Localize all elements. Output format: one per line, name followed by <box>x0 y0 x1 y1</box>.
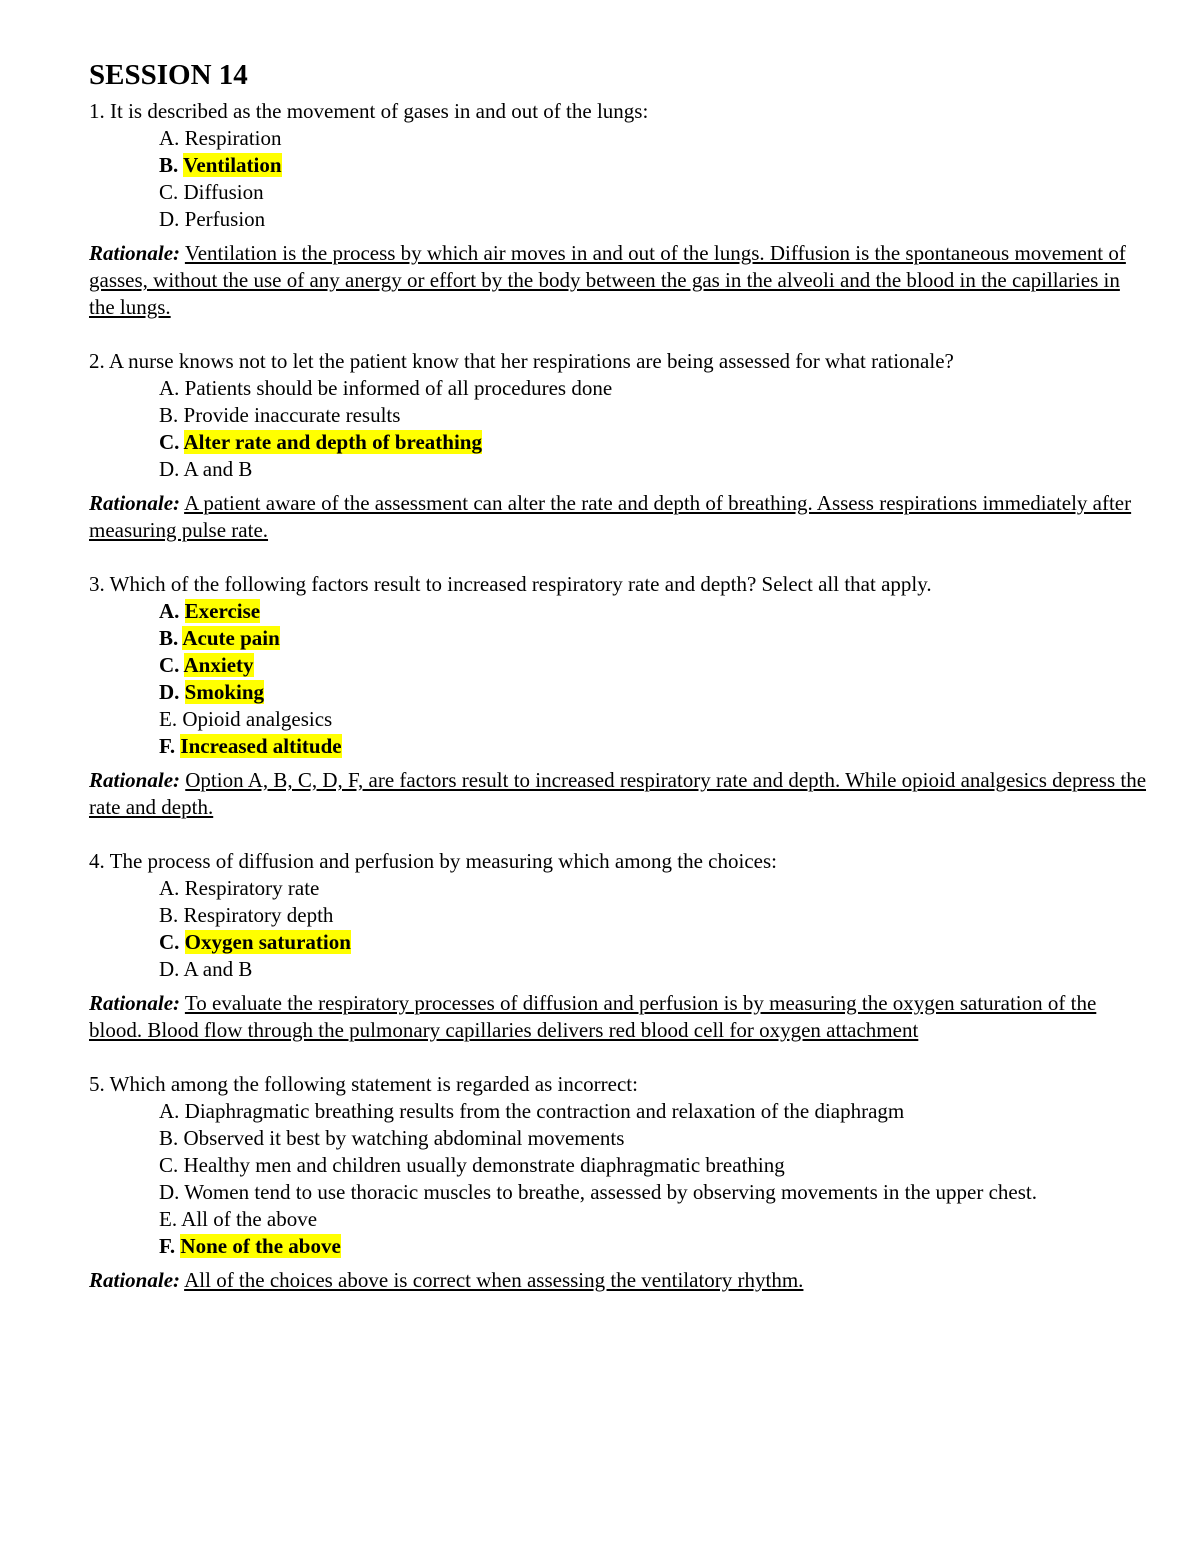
rationale-label: Rationale: <box>89 991 181 1015</box>
correct-answer-option <box>159 625 1149 652</box>
option-letter: D. <box>159 680 180 704</box>
answer-option <box>159 1125 1149 1152</box>
rationale-label: Rationale: <box>89 491 181 515</box>
option-text: All of the above <box>181 1207 318 1231</box>
rationale-label: Rationale: <box>89 768 181 792</box>
option-letter: F. <box>159 1234 176 1258</box>
answer-option <box>159 375 1149 402</box>
option-text: Patients should be informed of all procedures done <box>184 376 613 400</box>
option-letter: A. <box>159 599 180 623</box>
option-letter: A. <box>159 376 180 400</box>
option-text: A and B <box>183 957 253 981</box>
option-letter: A. <box>159 1099 180 1123</box>
option-letter: D. <box>159 1180 180 1204</box>
highlighted-answer-text: Smoking <box>184 680 265 704</box>
highlighted-answer-text: Anxiety <box>183 653 254 677</box>
question-2 <box>89 348 1149 544</box>
highlighted-answer-text: None of the above <box>180 1234 341 1258</box>
answer-option <box>159 1206 1149 1233</box>
answer-option <box>159 206 1149 233</box>
rationale <box>89 1267 1149 1294</box>
option-letter: D. <box>159 457 180 481</box>
rationale-text: To evaluate the respiratory processes of diffusion and perfusion is by measuring the oxygen saturation of the blood. Blood flow through the pulmonary capillaries delivers red blood cell for oxygen attachment <box>89 991 1097 1042</box>
option-letter: A. <box>159 126 180 150</box>
option-letter: A. <box>159 876 180 900</box>
option-letter: B. <box>159 153 179 177</box>
option-letter: E. <box>159 1207 178 1231</box>
correct-answer-option <box>159 733 1149 760</box>
option-text: A and B <box>183 457 253 481</box>
answer-option <box>159 1179 1149 1206</box>
answer-option <box>159 456 1149 483</box>
option-text: Perfusion <box>184 207 266 231</box>
highlighted-answer-text: Acute pain <box>182 626 280 650</box>
answer-option <box>159 902 1149 929</box>
answer-option <box>159 1152 1149 1179</box>
question-5 <box>89 1071 1149 1294</box>
option-text: Provide inaccurate results <box>183 403 401 427</box>
correct-answer-option <box>159 429 1149 456</box>
correct-answer-option <box>159 652 1149 679</box>
option-letter: B. <box>159 1126 179 1150</box>
option-text: Respiration <box>184 126 282 150</box>
answer-option <box>159 1098 1149 1125</box>
rationale <box>89 240 1149 321</box>
highlighted-answer-text: Exercise <box>184 599 261 623</box>
answer-option <box>159 179 1149 206</box>
rationale-text: Option A, B, C, D, F, are factors result to increased respiratory rate and depth. While opioid analgesics depress the rate and depth. <box>89 768 1147 819</box>
rationale <box>89 490 1149 544</box>
option-letter: F. <box>159 734 176 758</box>
question-text: 1. It is described as the movement of gases in and out of the lungs: <box>89 99 649 123</box>
rationale <box>89 990 1149 1044</box>
option-letter: C. <box>159 430 180 454</box>
option-letter: B. <box>159 626 179 650</box>
question-list <box>89 98 1149 1294</box>
option-text: Respiratory rate <box>184 876 320 900</box>
rationale-text: A patient aware of the assessment can alter the rate and depth of breathing. Assess respirations immediately after measuring pulse rate. <box>89 491 1132 542</box>
option-text: Diaphragmatic breathing results from the contraction and relaxation of the diaphragm <box>184 1099 905 1123</box>
option-letter: B. <box>159 903 179 927</box>
option-letter: D. <box>159 957 180 981</box>
answer-option <box>159 956 1149 983</box>
highlighted-answer-text: Oxygen saturation <box>184 930 351 954</box>
answer-option <box>159 875 1149 902</box>
correct-answer-option <box>159 679 1149 706</box>
option-text: Opioid analgesics <box>182 707 333 731</box>
question-text: 3. Which of the following factors result to increased respiratory rate and depth? Select all that apply. <box>89 572 932 596</box>
question-4 <box>89 848 1149 1044</box>
question-text: 4. The process of diffusion and perfusion by measuring which among the choices: <box>89 849 777 873</box>
correct-answer-option <box>159 929 1149 956</box>
rationale-label: Rationale: <box>89 1268 181 1292</box>
answer-option <box>159 706 1149 733</box>
correct-answer-option <box>159 152 1149 179</box>
option-letter: C. <box>159 1153 179 1177</box>
option-letter: C. <box>159 180 179 204</box>
highlighted-answer-text: Alter rate and depth of breathing <box>183 430 482 454</box>
answer-options <box>159 598 1149 760</box>
answer-options <box>159 875 1149 983</box>
option-text: Respiratory depth <box>183 903 334 927</box>
answer-option <box>159 402 1149 429</box>
option-letter: E. <box>159 707 178 731</box>
option-text: Healthy men and children usually demonstrate diaphragmatic breathing <box>183 1153 785 1177</box>
highlighted-answer-text: Increased altitude <box>180 734 342 758</box>
document-page <box>89 58 1149 1321</box>
rationale-label: Rationale: <box>89 241 181 265</box>
correct-answer-option <box>159 1233 1149 1260</box>
option-text: Diffusion <box>183 180 264 204</box>
question-3 <box>89 571 1149 821</box>
option-text: Observed it best by watching abdominal movements <box>183 1126 625 1150</box>
rationale-text: Ventilation is the process by which air moves in and out of the lungs. Diffusion is the spontaneous movement of gasses, without the use of any anergy or effort by the body between the gas in the alveoli and the blood in the capillaries in the lungs. <box>89 241 1126 319</box>
answer-options <box>159 375 1149 483</box>
option-letter: C. <box>159 930 180 954</box>
rationale <box>89 767 1149 821</box>
option-letter: D. <box>159 207 180 231</box>
question-text: 5. Which among the following statement is regarded as incorrect: <box>89 1072 638 1096</box>
answer-options <box>159 125 1149 233</box>
rationale-text: All of the choices above is correct when assessing the ventilatory rhythm. <box>184 1268 804 1292</box>
session-title: SESSION 14 <box>89 59 248 91</box>
option-letter: C. <box>159 653 180 677</box>
question-1 <box>89 98 1149 321</box>
option-text: Women tend to use thoracic muscles to breathe, assessed by observing movements in the upper chest. <box>184 1180 1037 1204</box>
highlighted-answer-text: Ventilation <box>183 153 282 177</box>
question-text: 2. A nurse knows not to let the patient know that her respirations are being assessed for what rationale? <box>89 349 954 373</box>
answer-options <box>159 1098 1149 1260</box>
correct-answer-option <box>159 598 1149 625</box>
answer-option <box>159 125 1149 152</box>
option-letter: B. <box>159 403 179 427</box>
